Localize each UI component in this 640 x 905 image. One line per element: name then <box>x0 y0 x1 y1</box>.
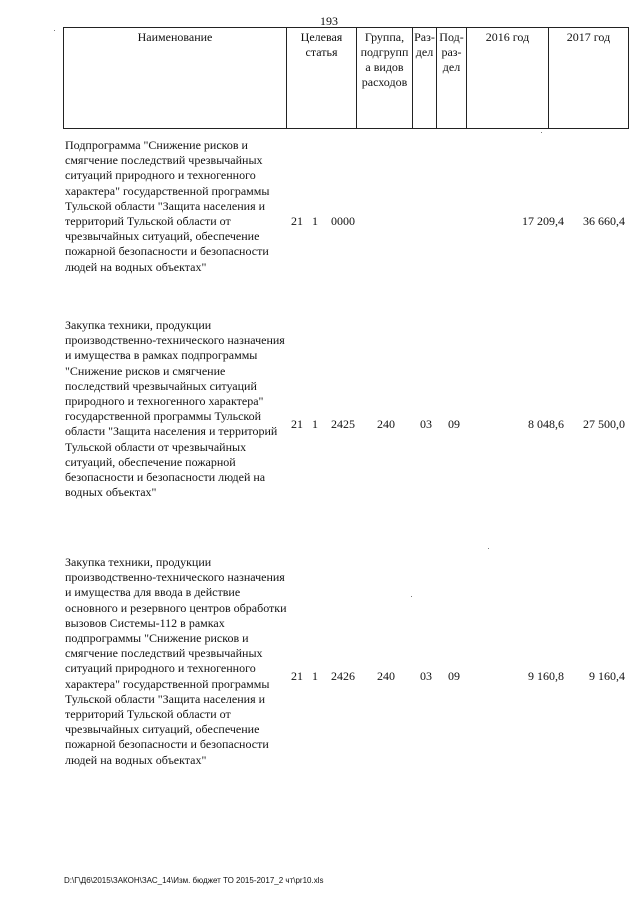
row-name: Подпрограмма "Снижение рисков и смягчение последствий чрезвычайных ситуаций природного и техногенного характера" государственной программы Тульской области "Защита населения и территорий Тульской области от чрезвычайных ситуаций, обеспечение пожарной безопасности и безопасности людей на водных объектах" <box>65 138 270 274</box>
header-year-2016: 2016 год <box>467 28 549 129</box>
scan-speck <box>541 132 542 133</box>
row-subsection: 09 <box>448 669 460 683</box>
row-target-a: 21 <box>291 214 303 228</box>
row-target-b: 1 <box>312 214 318 228</box>
header-section: Раз-дел <box>413 28 437 129</box>
row-value-2017: 27 500,0 <box>583 417 625 431</box>
row-target-c: 2426 <box>331 669 355 683</box>
row-section: 03 <box>420 417 432 431</box>
scan-speck <box>411 596 412 597</box>
header-year-2017: 2017 год <box>549 28 629 129</box>
header-name: Наименование <box>64 28 287 129</box>
row-value-2017: 36 660,4 <box>583 214 625 228</box>
row-target-c: 2425 <box>331 417 355 431</box>
row-group: 240 <box>377 669 395 683</box>
row-group: 240 <box>377 417 395 431</box>
row-name: Закупка техники, продукции производственно-технического назначения и имущества в рамках подпрограммы "Снижение рисков и смягчение последствий чрезвычайных ситуаций природного и техногенного характера" государственной программы Тульской области "Защита населения и территорий Тульской области от чрезвычайных ситуаций, обеспечение пожарной безопасности и безопасности людей на водных объектах" <box>65 318 285 500</box>
scan-speck <box>54 30 55 31</box>
scan-speck <box>488 548 489 549</box>
row-value-2017: 9 160,4 <box>589 669 625 683</box>
row-value-2016: 9 160,8 <box>528 669 564 683</box>
row-subsection: 09 <box>448 417 460 431</box>
row-target-b: 1 <box>312 669 318 683</box>
file-path-footer: D:\Г\Д6\2015\ЗАКОН\ЗАС_14\Изм. бюджет ТО 2015-2017_2 чт\pr10.xls <box>64 876 324 885</box>
row-value-2016: 8 048,6 <box>528 417 564 431</box>
table-header <box>63 27 629 129</box>
header-subsection: Под-раз-дел <box>437 28 467 129</box>
row-value-2016: 17 209,4 <box>522 214 564 228</box>
row-section: 03 <box>420 669 432 683</box>
header-target-article: Целевая статья <box>287 28 357 129</box>
row-target-c: 0000 <box>331 214 355 228</box>
header-expense-group: Группа, подгруппа видов расходов <box>357 28 413 129</box>
row-target-a: 21 <box>291 669 303 683</box>
row-name: Закупка техники, продукции производственно-технического назначения и имущества для ввода в действие основного и резервного центров обработки вызовов Системы-112 в рамках подпрограммы "Снижение рисков и смягчение последствий чрезвычайных ситуаций природного и техногенного характера" государственной программы Тульской области "Защита населения и территорий Тульской области от чрезвычайных ситуаций, обеспечение пожарной безопасности и безопасности людей на водных объектах" <box>65 555 287 767</box>
row-target-a: 21 <box>291 417 303 431</box>
page-number: 193 <box>320 14 338 28</box>
row-target-b: 1 <box>312 417 318 431</box>
